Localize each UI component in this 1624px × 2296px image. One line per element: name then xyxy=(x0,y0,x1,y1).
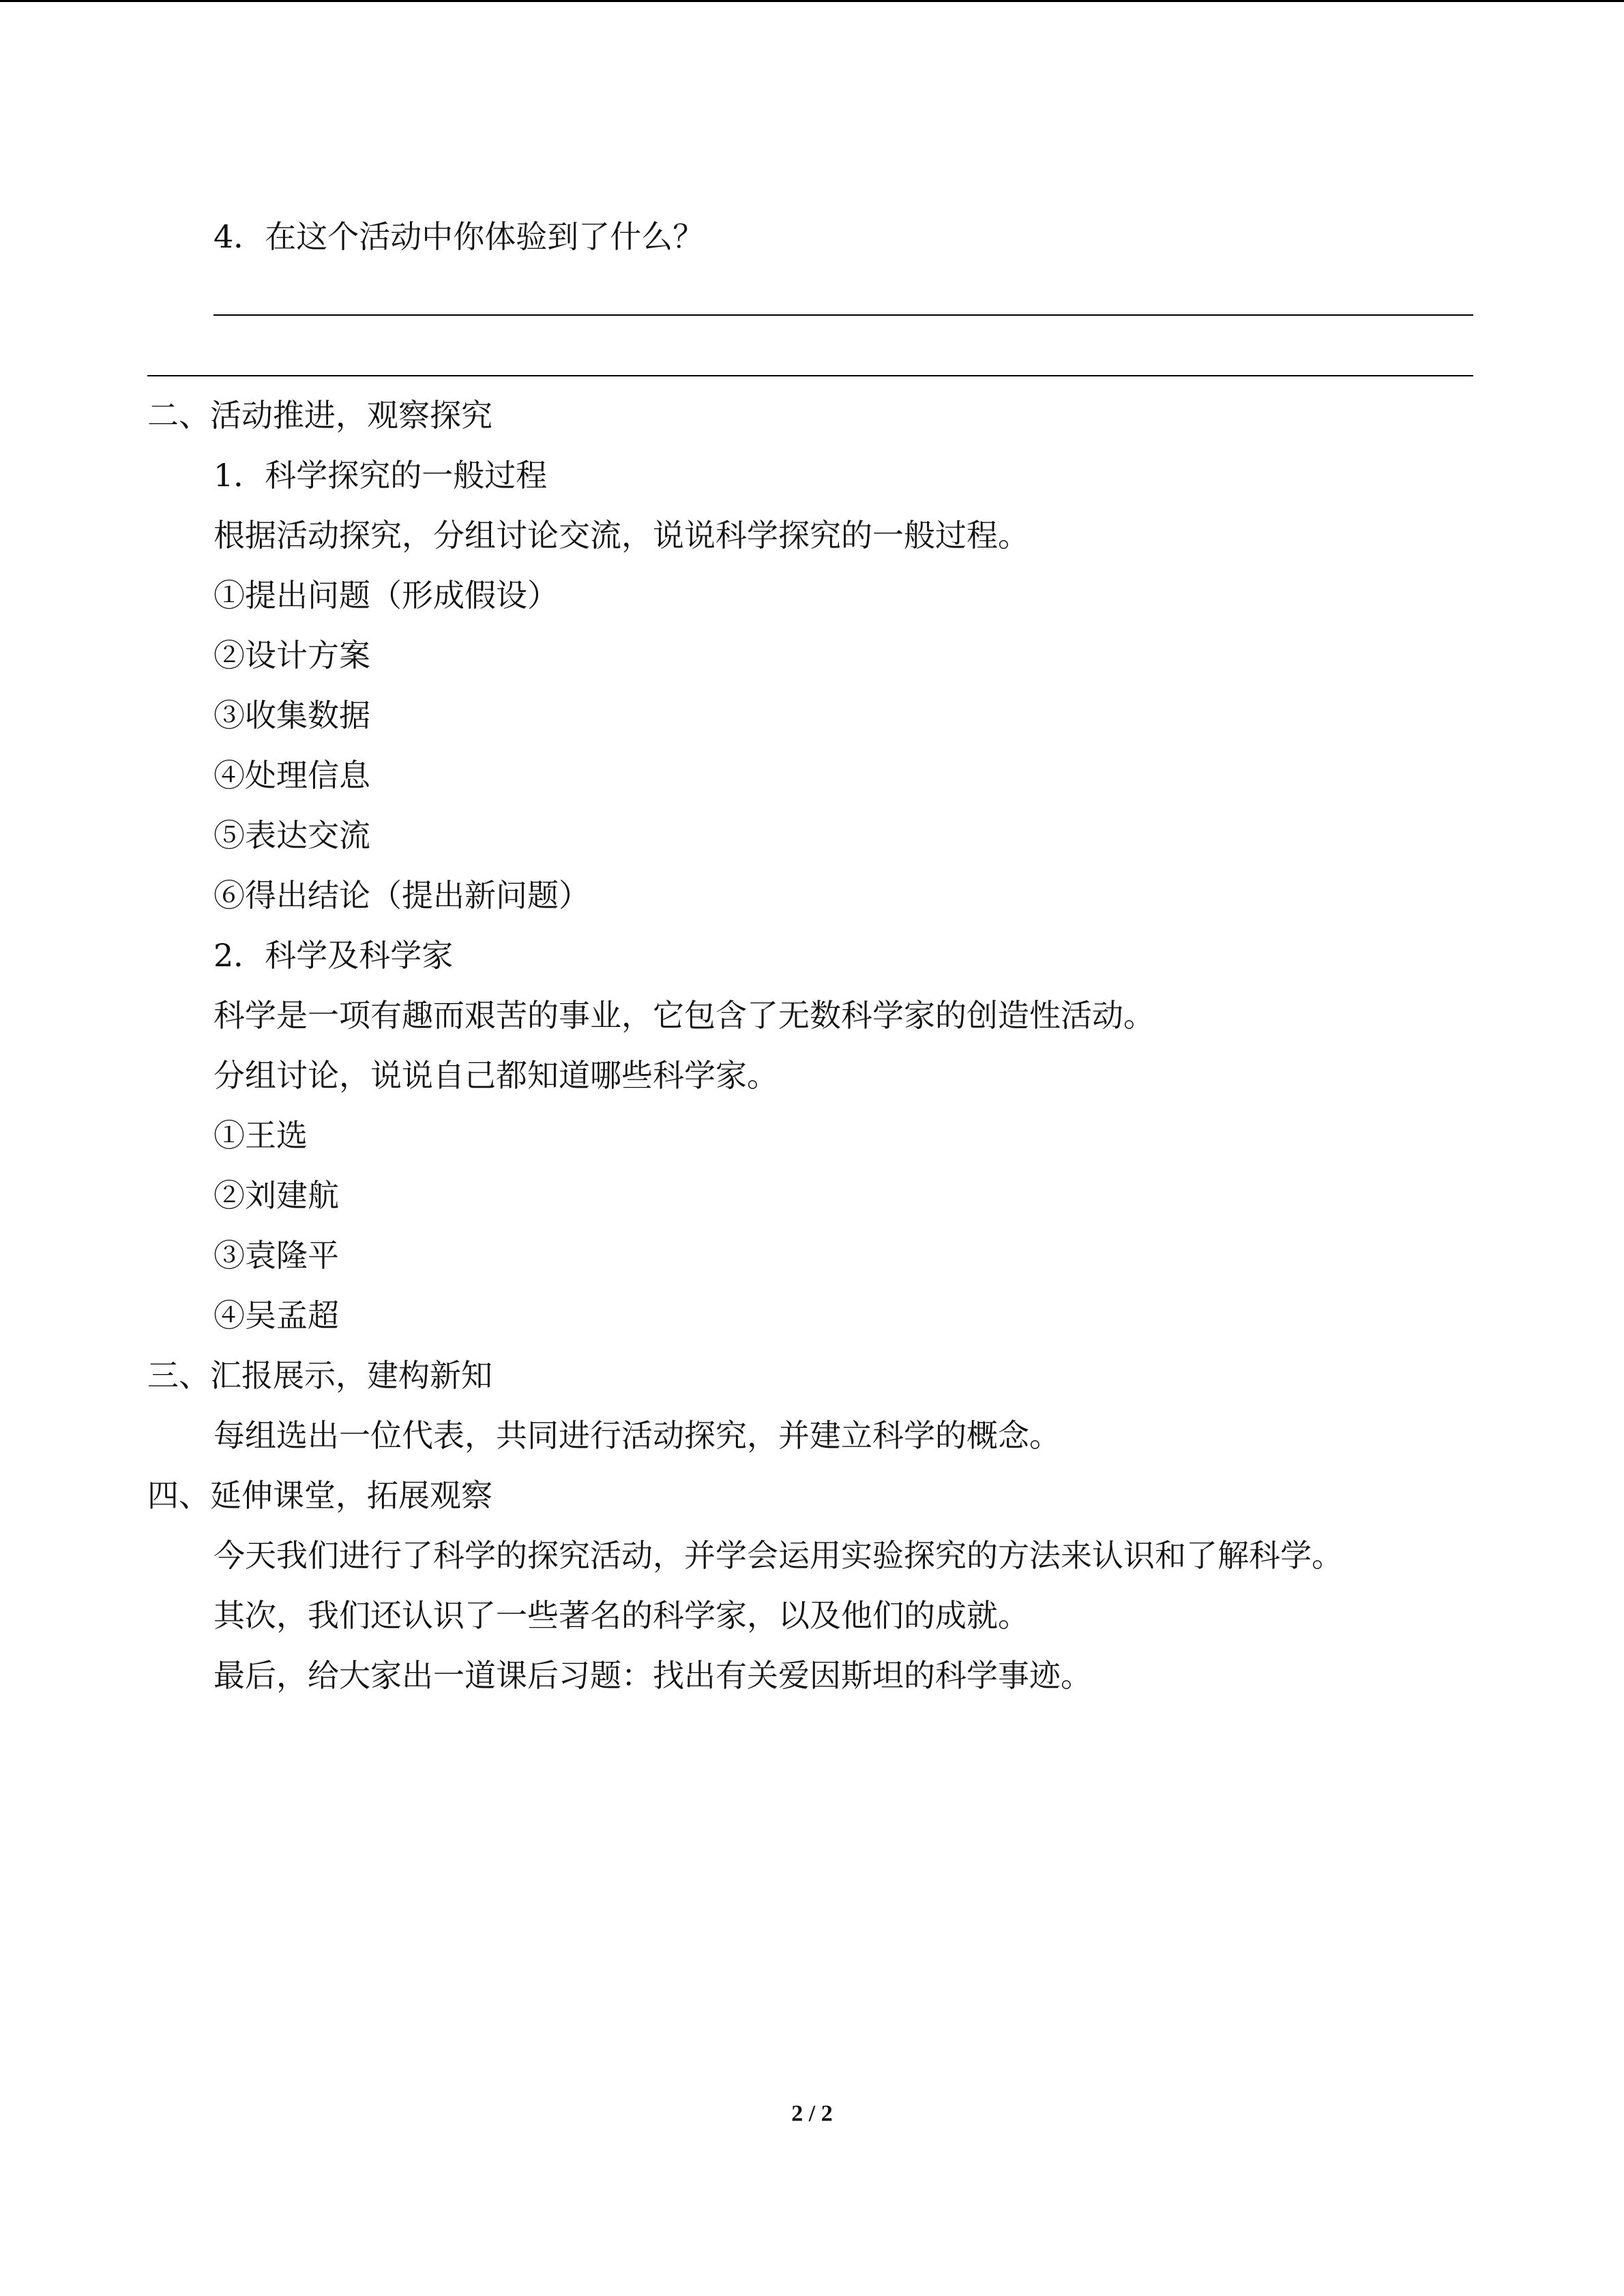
inquiry-step: ④处理信息 xyxy=(213,757,370,794)
scientist-item: ③袁隆平 xyxy=(213,1237,339,1274)
scientist-item: ④吴孟超 xyxy=(213,1297,339,1334)
inquiry-step: ②设计方案 xyxy=(213,637,370,674)
answer-line-2 xyxy=(147,375,1473,376)
section-2-heading: 二、活动推进，观察探究 xyxy=(147,397,492,434)
scientist-item: ②刘建航 xyxy=(213,1177,339,1214)
section-4-heading: 四、延伸课堂，拓展观察 xyxy=(147,1477,492,1514)
inquiry-step: ⑥得出结论（提出新问题） xyxy=(213,877,590,914)
inquiry-step: ①提出问题（形成假设） xyxy=(213,577,559,614)
section-2-sub-2-title: 2．科学及科学家 xyxy=(213,937,454,974)
section-2-sub-2-text-2: 分组讨论，说说自己都知道哪些科学家。 xyxy=(213,1057,778,1094)
section-4-text-2: 其次，我们还认识了一些著名的科学家，以及他们的成就。 xyxy=(213,1597,1029,1634)
answer-line-1 xyxy=(213,314,1473,316)
section-4-text-1: 今天我们进行了科学的探究活动，并学会运用实验探究的方法来认识和了解科学。 xyxy=(213,1537,1343,1574)
section-3-heading: 三、汇报展示，建构新知 xyxy=(147,1357,492,1394)
section-3-text: 每组选出一位代表，共同进行活动探究，并建立科学的概念。 xyxy=(213,1417,1061,1454)
inquiry-step: ③收集数据 xyxy=(213,697,370,734)
section-2-sub-1-title: 1．科学探究的一般过程 xyxy=(213,457,548,494)
section-4-text-3: 最后，给大家出一道课后习题：找出有关爱因斯坦的科学事迹。 xyxy=(213,1657,1092,1694)
question-4: 4．在这个活动中你体验到了什么？ xyxy=(213,218,705,255)
section-2-sub-2-text-1: 科学是一项有趣而艰苦的事业，它包含了无数科学家的创造性活动。 xyxy=(213,997,1155,1034)
inquiry-step: ⑤表达交流 xyxy=(213,817,370,854)
page-number: 2 / 2 xyxy=(791,2101,833,2126)
scientist-item: ①王选 xyxy=(213,1117,308,1154)
section-2-sub-1-intro: 根据活动探究，分组讨论交流，说说科学探究的一般过程。 xyxy=(213,517,1029,554)
page-top-border xyxy=(0,0,1624,2)
